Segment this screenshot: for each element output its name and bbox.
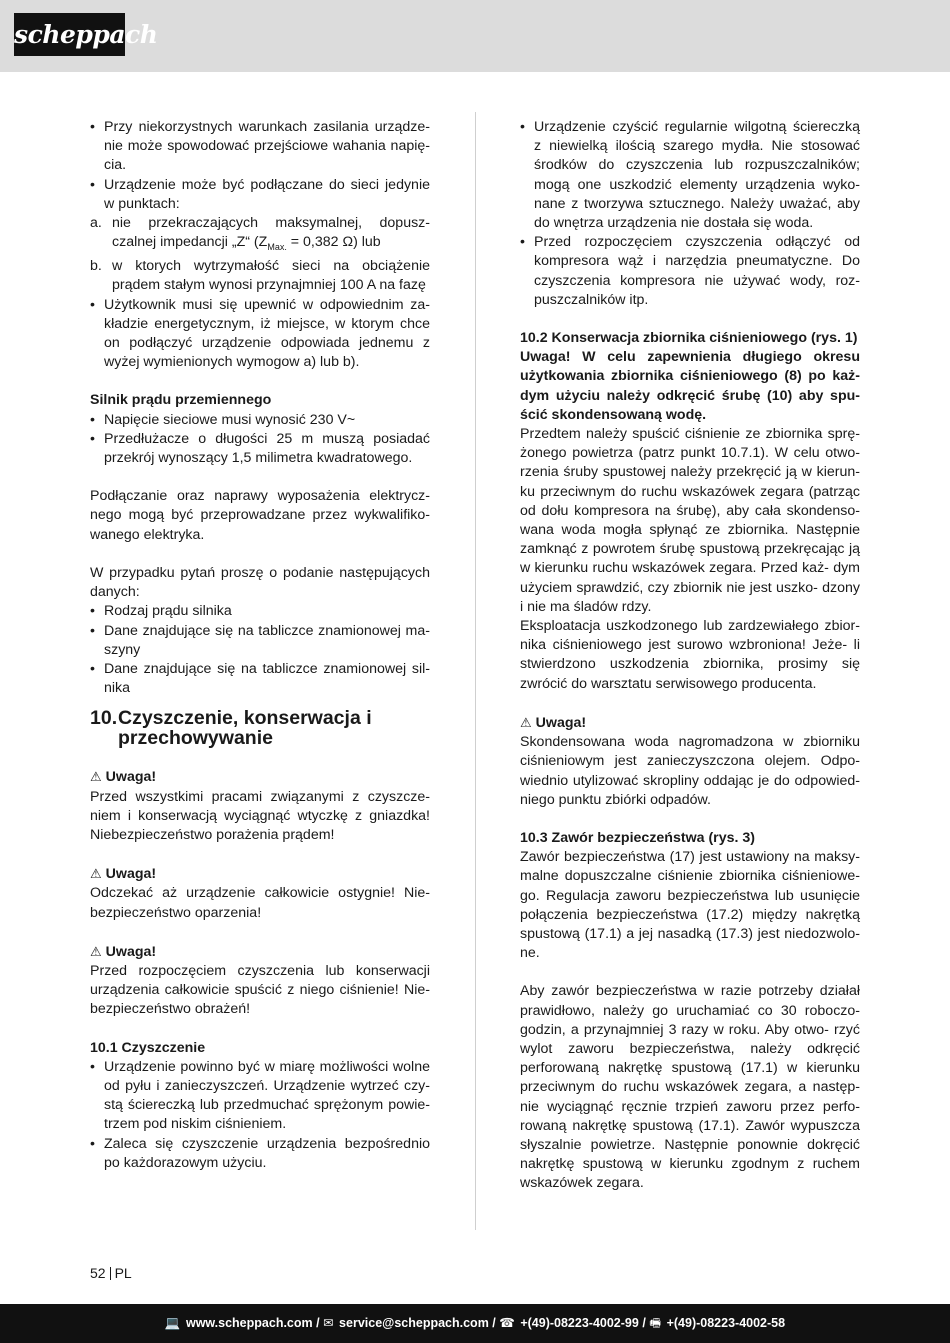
cleaning-heading: 10.1 Czyszczenie [90, 1039, 206, 1056]
warning-title: ⚠ Uwaga! [90, 943, 157, 960]
footer-phone: +(49)-08223-4002-99 [520, 1316, 639, 1330]
list-item: • Przy niekorzystnych warunkach zasilania urządze- nie może spowodować przejściowe wahania napię- cia. [90, 118, 430, 176]
warning-icon: ⚠ [520, 714, 532, 730]
right-column [520, 118, 860, 1194]
list-item: • Przed rozpoczęciem czyszczenia odłączyć od kompresora wąż i narzędzia pneumatyczne. Do czyszczenia kompresora nie używać wody, roz- puszczalników itp. [520, 233, 860, 310]
warning-text: Skondensowana woda nagromadzona w zbiorniku ciśnieniowym jest zanieczyszczona olejem. Odpo- wiednio utylizować skropliny oddając je do odpowied- niego punktu zbiórki odpadów. [520, 734, 860, 808]
footer-fax: +(49)-08223-4002-58 [666, 1316, 786, 1330]
list-item: a. nie przekraczających maksymalnej, dopusz- czalnej impedancji „Z“ ($Z_{Max.} = 0,382$ Ω) lub [90, 215, 430, 253]
warning-icon: ⚠ [90, 866, 102, 882]
page-footer: 💻 www.scheppach.com / ✉ service@scheppach.com / ☎ +(49)-08223-4002-99 / 🖷 +(49)-08223-4002-58 [0, 1304, 950, 1343]
brand-logo: scheppach [14, 13, 125, 56]
questions-list [90, 602, 430, 698]
warning-text: Przed rozpoczęciem czyszczenia lub konserwacji urządzenia całkowicie spuścić z niego ciśnienie! Nie- bezpieczeństwo obrażeń! [90, 962, 430, 1018]
valve-heading: 10.3 Zawór bezpieczeństwa (rys. 3) [520, 829, 755, 846]
footer-email[interactable]: service@scheppach.com [339, 1316, 489, 1330]
connection-points-list [90, 214, 430, 296]
tank-paragraph: Eksploatacja uszkodzonego lub zardzewiałego zbior- nika ciśnieniowego jest surowo wzbroniona! Jeże- li stwierdzono uszkodzenia zbiornika, prosimy się zwrócić do warsztatu serwisowego producenta. [520, 618, 860, 692]
warning-title: ⚠ Uwaga! [90, 769, 157, 786]
list-item: • Urządzenie czyścić regularnie wilgotną ściereczką z niewielką ilością szarego mydła. Nie stosować środków do czyszczenia lub rozpuszczalników; mogą one uszkodzić elementy urządzenia wyko- nane z tworzywa sztucznego. Należy uważać, aby do wnętrza urządzenia nie dostała się woda. [520, 118, 860, 233]
computer-icon: 💻 [164, 1316, 181, 1330]
section-title: 10. Czyszczenie, konserwacja i przechowywanie [90, 707, 372, 750]
warning-icon: ⚠ [90, 769, 102, 785]
electrician-paragraph: Podłączanie oraz naprawy wyposażenia elektrycz- nego mogą być przeprowadzane przez wykwalifiko- wanego elektryka. [90, 488, 430, 543]
list-item: • Urządzenie powinno być w miarę możliwości wolne od pyłu i zanieczyszczeń. Urządzenie wytrzeć czy- stą ściereczką lub przedmuchać sprężonym powie- trzem pod niskim ciśnieniem. [90, 1058, 430, 1135]
cleaning-list [90, 1058, 430, 1173]
valve-paragraph: Zawór bezpieczeństwa (17) jest ustawiony na maksy- malne dopuszczalne ciśnienie zbiornika ciśnieniowe- go. Regulacja zaworu bezpieczeństwa lub usunięcie połączenia bezpieczeństwa (17.2) między nakrętką spustową (17.1) a jej nasadką (17.3) jest niedozwolo- ne. [520, 849, 860, 962]
questions-paragraph: W przypadku pytań proszę o podanie następujących danych: [90, 564, 430, 601]
footer-website[interactable]: www.scheppach.com [185, 1316, 313, 1330]
warning-title: ⚠ Uwaga! [90, 866, 157, 883]
motor-heading: Silnik prądu przemiennego [90, 392, 272, 409]
valve-paragraph: Aby zawór bezpieczeństwa w razie potrzeby działał prawidłowo, należy go uruchamiać co 30 roboczo- godzin, a przynajmniej 3 razy w roku. Aby otwo- rzyć wylot zaworu bezpieczeństwa, należy odkręcić perforowaną nakrętkę spustową (17.1) w kierunku przeciwnym do ruchu wskazówek zegara, a następ- nie wyciągnąć ręcznie trzpień zaworu przez perfo- rowaną nakrętkę spustową (17.1). Zawór wypuszcza słyszalnie powietrze. Następnie ponownie dokręcić nakrętkę spustową w kierunku zgodnym z ruchem wskazówek zegara. [520, 983, 860, 1192]
list-item: • Dane znajdujące się na tabliczce znamionowej sil- nika [90, 660, 430, 698]
cleaning-list-continued [520, 118, 860, 310]
column-divider [475, 112, 476, 1230]
warning-title: ⚠ Uwaga! [520, 714, 587, 731]
warning-text: Odczekać aż urządzenie całkowicie ostygnie! Nie- bezpieczeństwo oparzenia! [90, 885, 430, 921]
warning-text: Przed wszystkimi pracami związanymi z czyszcze- niem i konserwacją wyciągnąć wtyczkę z gniazdka! Niebezpieczeństwo porażenia prądem! [90, 788, 430, 843]
tank-paragraph: Przedtem należy spuścić ciśnienie ze zbiornika sprę- żonego powietrza (patrz punkt 10.7.1). W celu otwo- rzenia śruby spustowej należy przekręcić ją w kierun- ku przeciwnym do ruchu wskazówek zegara (patrząc od dołu kompresora na śrubę), aby cała skondenso- wana woda mogła spłynąć ze zbiornika. Następnie zamknąć z powrotem śrubę spustową przekręcając ją w kierunku ruchu wskazówek zegara. Przed każ- dym użyciem sprawdzić, czy zbiornik nie jest uszko- dzony i nie ma śladów rdzy. [520, 426, 860, 615]
list-item: • Napięcie sieciowe musi wynosić 230 V~ [90, 411, 430, 430]
mail-icon: ✉ [323, 1316, 334, 1330]
list-item: • Dane znajdujące się na tabliczce znamionowej ma- szyny [90, 622, 430, 660]
page-number: 52 PL [90, 1265, 132, 1281]
list-item: • Urządzenie może być podłączane do sieci jedynie w punktach: [90, 176, 430, 214]
fax-icon: 🖷 [649, 1316, 662, 1330]
left-column [90, 118, 430, 1173]
tank-warning: Uwaga! W celu zapewnienia długiego okresu użytkowania zbiornika ciśnieniowego (8) po każ- dym użyciu należy odkręcić śrubę (10) aby spu- ścić skondensowaną wodę. [520, 349, 860, 423]
tank-heading: 10.2 Konserwacja zbiornika ciśnieniowego (rys. 1) [520, 330, 858, 347]
list-item: b. w ktorych wytrzymałość sieci na obciążenie prądem stałym wynosi przynajmniej 100 A na fazę [90, 258, 430, 294]
warning-icon: ⚠ [90, 943, 102, 959]
list-item: • Przedłużacze o długości 25 m muszą posiadać przekrój wynoszący 1,5 milimetra kwadratowego. [90, 430, 430, 468]
page-header [0, 0, 950, 72]
phone-icon: ☎ [499, 1316, 515, 1330]
power-supply-list [90, 118, 430, 214]
list-item: • Zaleca się czyszczenie urządzenia bezpośrednio po każdorazowym użyciu. [90, 1135, 430, 1173]
list-item: • Użytkownik musi się upewnić w odpowiednim za- kładzie energetycznym, iż miejsce, w ktorym chce on podłączyć urządzenie odpowiada jednemu z wyżej wymienionych wymogow a) lub b). [90, 296, 430, 373]
motor-list [90, 411, 430, 469]
list-item: • Rodzaj prądu silnika [90, 602, 430, 621]
